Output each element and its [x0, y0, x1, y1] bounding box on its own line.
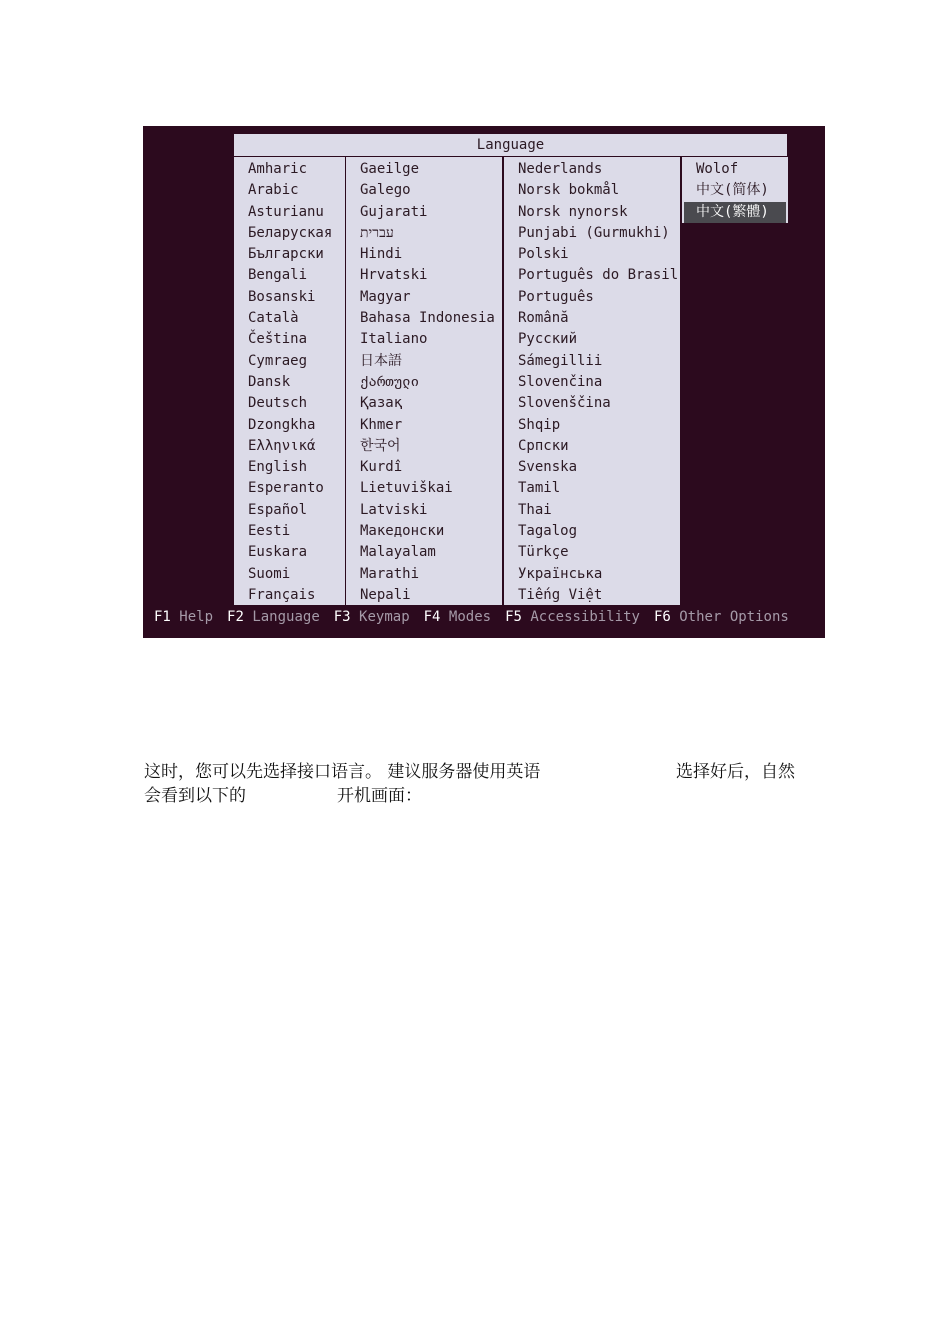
language-option[interactable]: Malayalam [360, 544, 436, 561]
language-menu-title: Language [234, 134, 787, 156]
language-option[interactable]: Русский [518, 331, 578, 348]
language-option[interactable]: Suomi [248, 565, 291, 582]
language-option[interactable]: עברית [360, 224, 394, 241]
language-option[interactable]: Wolof [696, 161, 739, 177]
language-option[interactable]: Hindi [360, 246, 403, 263]
fkey-key: F3 [333, 609, 351, 625]
language-option[interactable]: Amharic [248, 161, 308, 177]
language-option[interactable]: Bengali [248, 267, 308, 284]
language-option[interactable]: Thai [518, 501, 552, 518]
installer-screenshot [143, 126, 825, 638]
fkey-key: F5 [505, 609, 522, 625]
language-option[interactable]: Punjabi (Gurmukhi) [518, 224, 670, 241]
language-option[interactable]: Deutsch [248, 395, 308, 412]
language-option[interactable]: Esperanto [248, 480, 324, 497]
fkey-key: F1 [154, 609, 171, 625]
language-option[interactable]: Norsk bokmål [518, 182, 620, 199]
language-option[interactable]: Marathi [360, 565, 420, 582]
caption-paragraph [144, 760, 814, 808]
caption-line-2 [144, 784, 814, 808]
language-option[interactable]: Polski [518, 246, 569, 263]
language-option[interactable]: Беларуская [248, 224, 333, 241]
language-option[interactable]: 한국어 [360, 437, 401, 454]
language-option[interactable]: Dansk [248, 373, 291, 390]
language-option[interactable]: Hrvatski [360, 267, 428, 284]
language-option[interactable]: Қазақ [360, 395, 403, 412]
language-option[interactable]: Português do Brasil [518, 267, 679, 284]
fkey-label: Modes [448, 609, 492, 625]
fkey-key: F6 [653, 609, 671, 625]
language-option[interactable]: Eesti [248, 523, 291, 540]
fkey-f2[interactable] [227, 609, 320, 625]
caption-text: 会看到以下的 [144, 786, 246, 806]
language-option[interactable]: Slovenščina [518, 395, 611, 412]
language-option[interactable]: Svenska [518, 459, 578, 476]
language-option[interactable]: Bahasa Indonesia [360, 310, 495, 327]
language-option[interactable]: Dzongkha [248, 416, 316, 433]
language-option[interactable]: Lietuviškai [360, 480, 453, 497]
fkey-f6[interactable] [654, 609, 789, 625]
language-option[interactable]: Français [248, 586, 316, 603]
language-option[interactable]: Galego [360, 182, 411, 199]
fkey-f3[interactable] [334, 609, 410, 625]
language-column-4 [682, 157, 788, 223]
caption-text: 这时，您可以先选择接口语言。 建议服务器使用英语 [144, 762, 541, 782]
language-option[interactable]: Македонски [360, 523, 445, 540]
language-option[interactable]: Norsk nynorsk [518, 203, 628, 220]
language-option[interactable]: Tagalog [518, 523, 578, 540]
fkey-label: Help [179, 609, 214, 625]
language-option[interactable]: Asturianu [248, 203, 324, 220]
language-option[interactable]: 日本語 [360, 352, 402, 369]
caption-text: 开机画面： [337, 786, 422, 806]
language-option[interactable]: Čeština [248, 331, 308, 348]
language-option[interactable]: Cymraeg [248, 352, 308, 369]
language-column-1 [234, 157, 345, 605]
language-option[interactable]: Magyar [360, 288, 411, 305]
language-option[interactable]: Català [248, 310, 299, 327]
fkey-f4[interactable] [424, 609, 491, 625]
fkey-f5[interactable] [505, 609, 640, 625]
language-option[interactable]: ქართული [360, 373, 420, 390]
language-option[interactable]: Română [518, 310, 569, 327]
language-option[interactable]: Türkçe [518, 544, 569, 561]
language-option[interactable]: Kurdî [360, 459, 403, 476]
language-column-3 [504, 157, 680, 605]
language-option[interactable]: Bosanski [248, 288, 316, 305]
fkey-label: Other Options [679, 609, 789, 625]
language-option[interactable]: Euskara [248, 544, 308, 561]
language-option[interactable]: Български [248, 246, 324, 263]
language-option[interactable]: Português [518, 288, 594, 305]
language-option[interactable]: Arabic [248, 182, 299, 199]
language-option[interactable]: Tamil [518, 480, 561, 497]
language-option[interactable]: Latviski [360, 501, 428, 518]
language-option[interactable]: English [248, 459, 308, 476]
language-option[interactable]: Nederlands [518, 161, 603, 177]
language-option[interactable]: Српски [518, 437, 569, 454]
language-option[interactable]: Nepali [360, 586, 411, 603]
language-option[interactable]: Tiếng Việt [518, 586, 603, 603]
fkey-label: Accessibility [530, 609, 640, 625]
language-option[interactable]: Italiano [360, 331, 428, 348]
function-key-bar [154, 607, 803, 627]
language-option[interactable]: 中文(简体) [696, 182, 769, 199]
fkey-key: F4 [423, 609, 441, 625]
caption-text: 选择好后，自然 [676, 762, 795, 782]
language-option[interactable]: Shqip [518, 416, 561, 433]
caption-line-1 [144, 760, 814, 784]
language-option[interactable]: Sámegillii [518, 352, 603, 369]
language-option[interactable]: Slovenčina [518, 373, 603, 390]
language-option[interactable]: Gujarati [360, 203, 428, 220]
language-option[interactable]: Українська [518, 565, 603, 582]
fkey-f1[interactable] [154, 609, 213, 625]
language-option[interactable]: Español [248, 501, 308, 518]
language-option[interactable]: Ελληνικά [248, 437, 316, 454]
fkey-key: F2 [227, 609, 244, 625]
fkey-label: Language [252, 609, 320, 625]
language-option-selected[interactable]: 中文(繁體) [684, 202, 786, 223]
fkey-label: Keymap [359, 609, 410, 625]
language-option[interactable]: Khmer [360, 416, 403, 433]
language-column-2 [346, 157, 502, 605]
language-option[interactable]: Gaeilge [360, 161, 420, 177]
